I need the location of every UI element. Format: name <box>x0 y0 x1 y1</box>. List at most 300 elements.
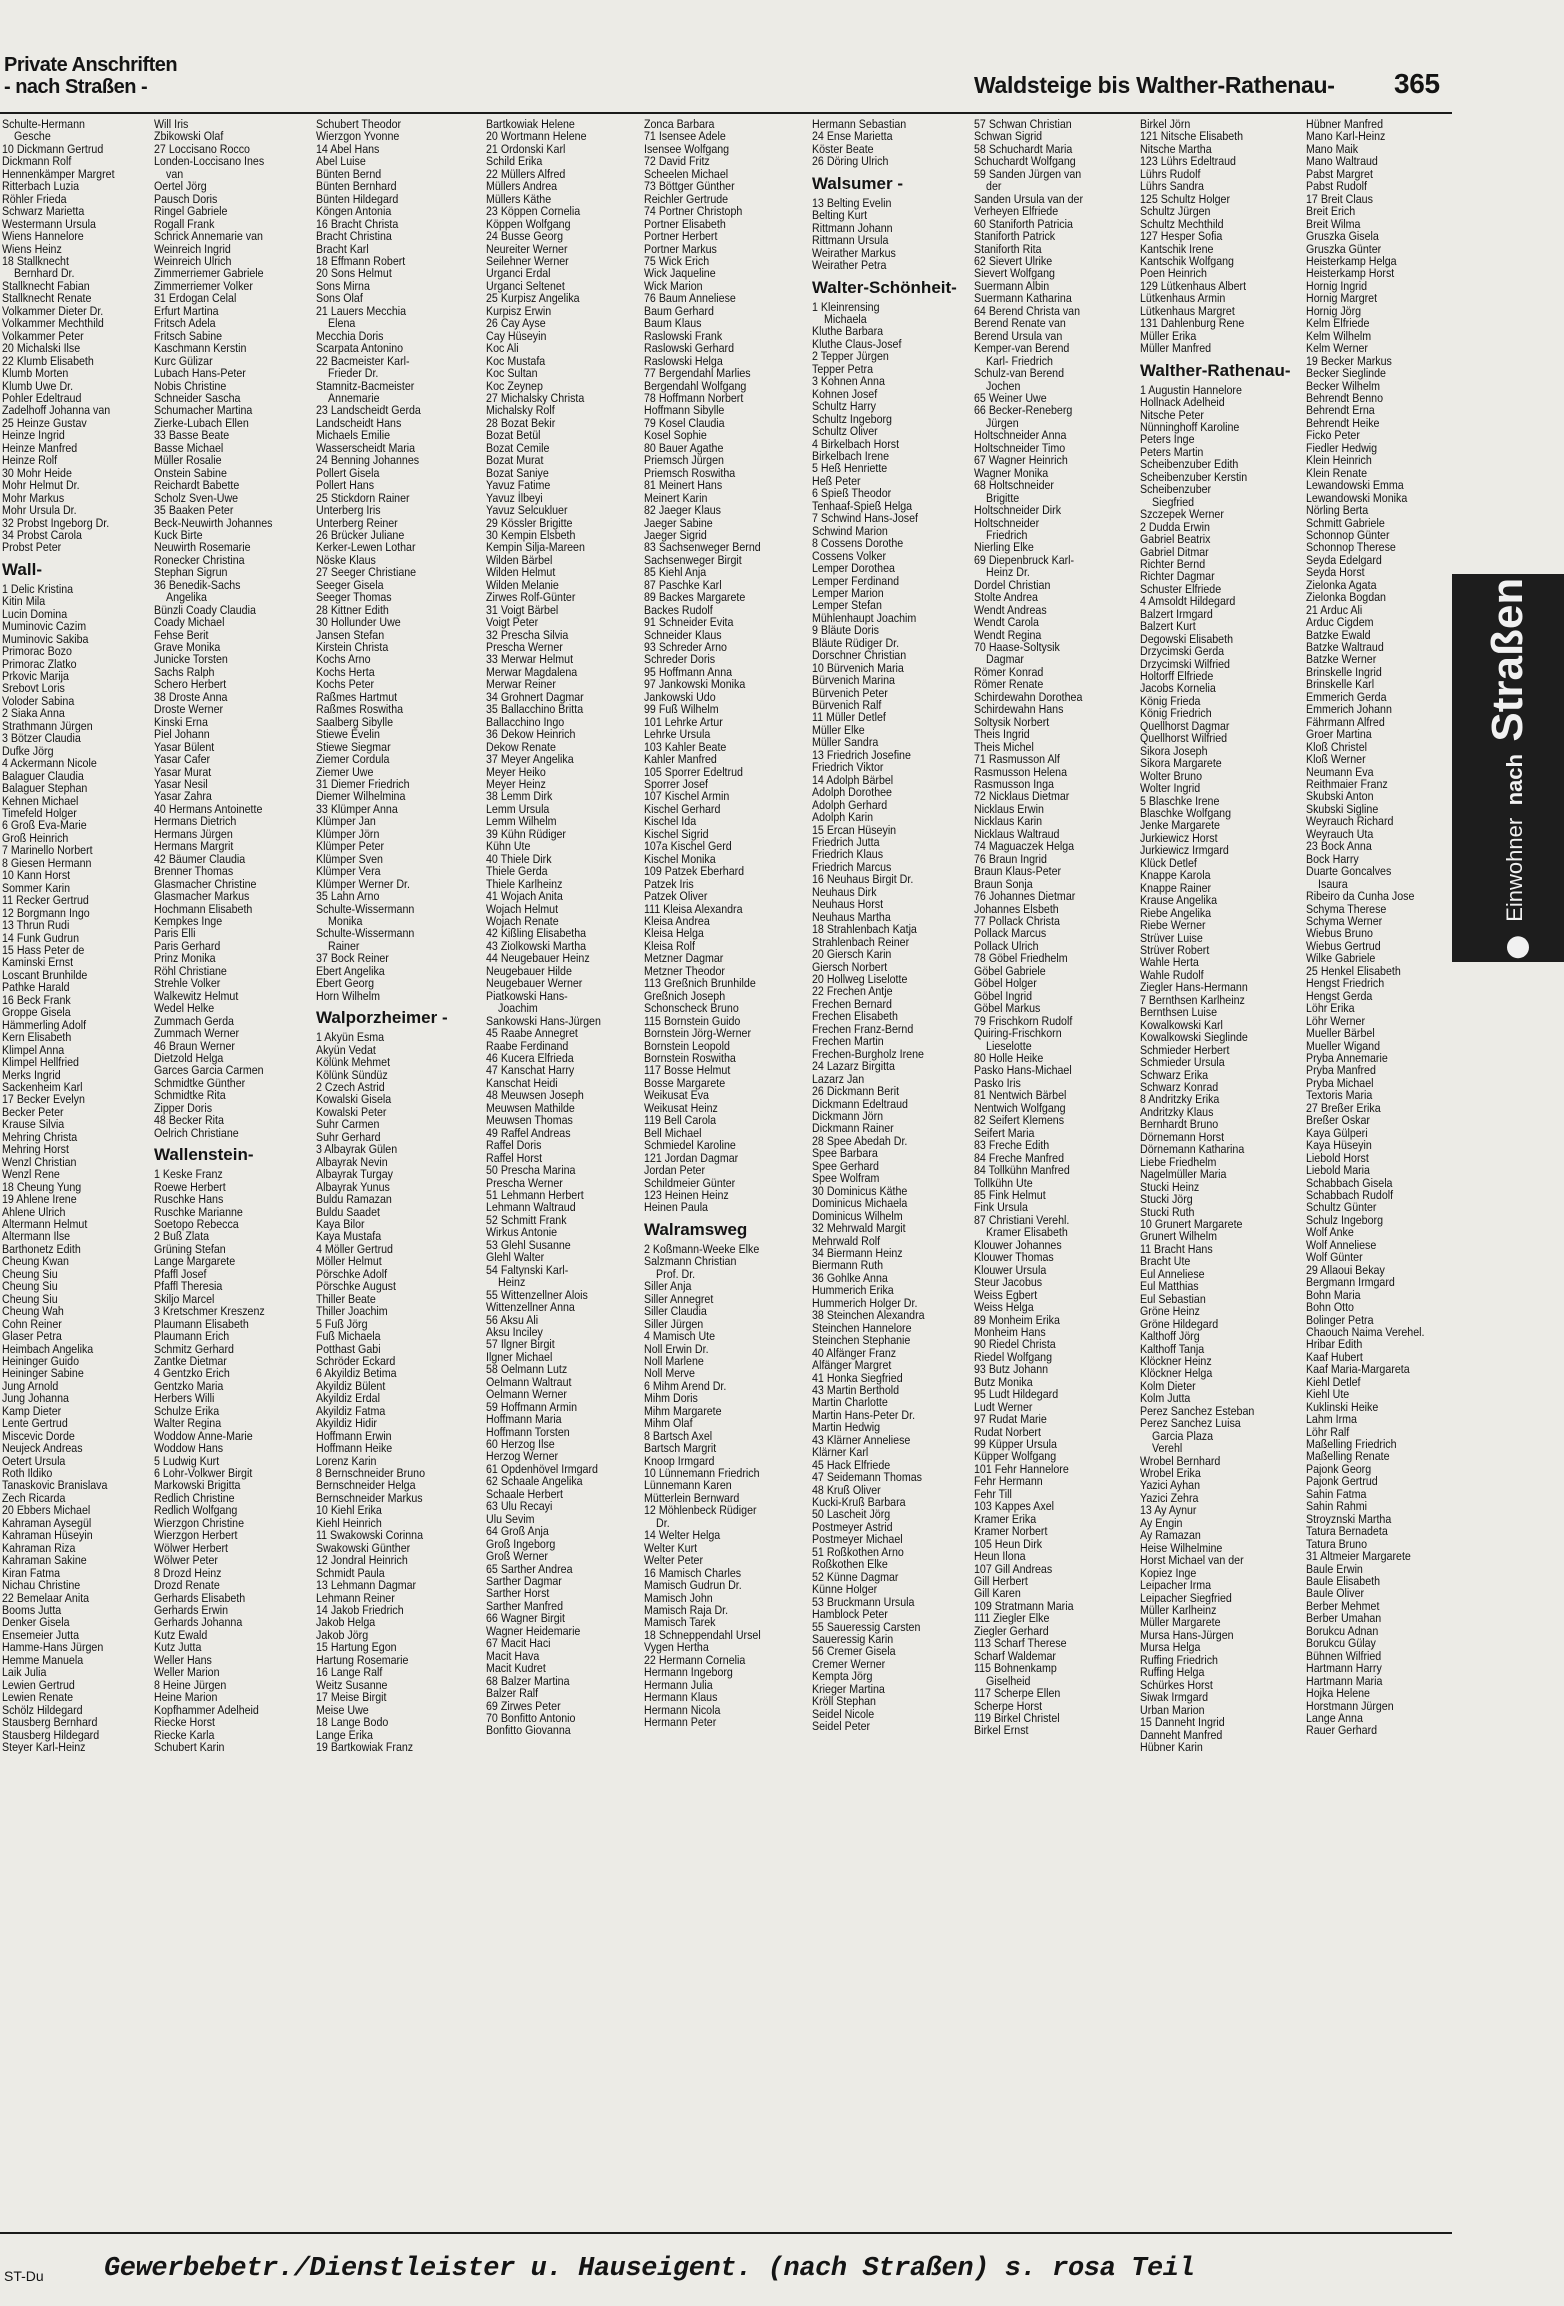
directory-entry: Pfaffl Theresia <box>154 1279 223 1294</box>
directory-entry: Urganci Erdal <box>486 266 551 281</box>
directory-entry: Hornig Ingrid <box>1306 278 1368 293</box>
directory-entry: 22 Klumb Elisabeth <box>2 353 94 368</box>
directory-entry: 48 Meuwsen Joseph <box>486 1088 584 1103</box>
directory-entry: 17 Breit Claus <box>1306 191 1373 206</box>
directory-entry: Raslowski Helga <box>644 353 723 368</box>
directory-entry: Schonscheck Bruno <box>644 1001 739 1016</box>
directory-entry: Weirather Petra <box>812 258 887 273</box>
directory-entry: Müller Manfred <box>1140 341 1212 356</box>
directory-column <box>1306 118 1478 2226</box>
directory-entry: Bozat Murat <box>486 453 544 468</box>
directory-entry: Erfurt Martina <box>154 303 219 318</box>
directory-entry: Kolm Jutta <box>1140 1391 1191 1406</box>
directory-entry: 2 Siaka Anna <box>2 706 65 721</box>
directory-entry: Kischel Sigrid <box>644 826 709 841</box>
directory-entry: Vygen Hertha <box>644 1640 709 1655</box>
directory-entry: Mihm Margarete <box>644 1403 722 1418</box>
directory-entry: 22 Frechen Antje <box>812 984 893 999</box>
directory-entry: 53 Glehl Susanne <box>486 1237 571 1252</box>
directory-entry: 5 Heß Henriette <box>812 461 888 476</box>
directory-entry: Butz Monika <box>974 1374 1033 1389</box>
directory-entry: 10 Dickmann Gertrud <box>2 141 104 156</box>
directory-entry: Kahraman Aysegül <box>2 1515 92 1530</box>
directory-entry: Quellhorst Dagmar <box>1140 718 1230 733</box>
directory-entry: Voigt Peter <box>486 615 539 630</box>
directory-entry: Mihm Olaf <box>644 1416 693 1431</box>
directory-entry: Maßelling Renate <box>1306 1449 1390 1464</box>
directory-entry: 11 Müller Detlef <box>812 710 886 725</box>
directory-entry: 42 Kißling Elisabetha <box>486 926 587 941</box>
directory-entry: Yavuz İlbeyi <box>486 490 543 505</box>
directory-entry: Suermann Katharina <box>974 291 1072 306</box>
directory-entry: Sackenheim Karl <box>2 1079 83 1094</box>
directory-entry: Köster Beate <box>812 141 874 156</box>
directory-entry: 18 Lange Bodo <box>316 1715 389 1730</box>
directory-entry: Raabe Ferdinand <box>486 1038 569 1053</box>
directory-entry: Berend Ursula van <box>974 328 1063 343</box>
footer-rule <box>0 2232 1452 2234</box>
directory-entry: Stiewe Siegmar <box>316 739 391 754</box>
directory-entry: 6 Mihm Arend Dr. <box>644 1378 727 1393</box>
directory-entry: Müller Karlheinz <box>1140 1603 1217 1618</box>
directory-entry: Srebovt Loris <box>2 681 65 696</box>
directory-entry: 2 Tepper Jürgen <box>812 349 889 364</box>
directory-entry: 18 Effmann Robert <box>316 253 406 268</box>
directory-entry: Pabst Margret <box>1306 166 1373 181</box>
directory-entry: Mamisch Raja Dr. <box>644 1603 729 1618</box>
directory-entry: Ay Engin <box>1140 1515 1183 1530</box>
directory-entry: 12 Möhlenbeck Rüdiger <box>644 1503 757 1518</box>
directory-entry: Grunert Wilhelm <box>1140 1229 1217 1244</box>
directory-entry: Spee Wolfram <box>812 1171 880 1186</box>
directory-entry: Müller Elke <box>812 722 865 737</box>
directory-entry: Hartung Rosemarie <box>316 1652 409 1667</box>
directory-entry: Bürvenich Marina <box>812 673 895 688</box>
directory-entry: Staniforth Patrick <box>974 229 1056 244</box>
directory-entry: Hermann Klaus <box>644 1690 718 1705</box>
directory-entry: 4 Gentzko Erich <box>154 1366 230 1381</box>
directory-entry: 1 Kleinrensing <box>812 299 880 314</box>
directory-entry: Yavuz Selcukluer <box>486 503 568 518</box>
directory-entry: Oelmann Waltraut <box>486 1374 572 1389</box>
directory-entry: Staniforth Rita <box>974 241 1042 256</box>
directory-entry: Saueressig Karin <box>812 1632 894 1647</box>
directory-entry: 97 Jankowski Monika <box>644 677 746 692</box>
directory-entry: Hermans Margrit <box>154 839 234 854</box>
directory-entry: 18 Stallknecht <box>2 253 69 268</box>
directory-entry: Degowski Elisabeth <box>1140 631 1234 646</box>
directory-entry: Schyma Werner <box>1306 914 1383 928</box>
directory-entry: Macit Hava <box>486 1648 540 1663</box>
directory-entry: Schwan Sigrid <box>974 129 1043 144</box>
directory-entry: Frechen Bernard <box>812 996 892 1011</box>
directory-entry: 16 Mamisch Charles <box>644 1565 742 1580</box>
directory-entry: Gill Herbert <box>974 1574 1028 1589</box>
directory-entry: 15 Ercan Hüseyin <box>812 822 897 837</box>
directory-entry: Kiran Fatma <box>2 1565 61 1580</box>
directory-entry: Prescha Werner <box>486 640 563 655</box>
directory-entry: Mamisch Tarek <box>644 1615 716 1630</box>
directory-entry: Löhr Werner <box>1306 1013 1366 1028</box>
directory-entry: Lazarz Jan <box>812 1071 865 1086</box>
directory-entry: 64 Groß Anja <box>486 1524 549 1539</box>
directory-entry: Wölwer Peter <box>154 1553 218 1568</box>
directory-entry: Zummach Werner <box>154 1026 240 1041</box>
directory-entry: 7 Schwind Hans-Josef <box>812 511 919 526</box>
directory-entry: Londen-Loccisano Ines <box>154 154 265 169</box>
directory-entry: 101 Lehrke Artur <box>644 714 723 729</box>
directory-entry: Bornstein Roswitha <box>644 1050 736 1065</box>
directory-entry: Chaouch Naima Verehel. <box>1306 1324 1425 1339</box>
directory-entry: Weller Marion <box>154 1665 220 1680</box>
directory-entry: 14 Welter Helga <box>644 1528 721 1543</box>
directory-entry: Nierling Elke <box>974 540 1034 555</box>
directory-entry: 2 Buß Zlata <box>154 1229 210 1244</box>
directory-entry: 43 Ziolkowski Martha <box>486 938 587 953</box>
directory-entry: Löhr Erika <box>1306 1001 1355 1016</box>
directory-entry: Seeger Thomas <box>316 590 392 605</box>
directory-entry: Cheung Wah <box>2 1304 64 1319</box>
directory-entry: 25 Heinze Gustav <box>2 415 87 430</box>
directory-entry: Pathke Harald <box>2 980 70 995</box>
directory-entry: 107 Kischel Armin <box>644 789 730 804</box>
directory-entry: Mehring Horst <box>2 1142 69 1157</box>
directory-entry: Redlich Wolfgang <box>154 1503 238 1518</box>
directory-entry: 113 Greßnich Brunhilde <box>644 976 756 991</box>
directory-entry: Skiljo Marcel <box>154 1291 215 1306</box>
directory-entry: Stallknecht Renate <box>2 291 92 306</box>
directory-entry: 10 Bürvenich Maria <box>812 660 904 675</box>
section-subtitle: - nach Straßen - <box>4 76 148 98</box>
directory-entry: Priemsch Roswitha <box>644 465 736 480</box>
directory-entry: Giselheid <box>986 1673 1031 1688</box>
directory-entry: Herbers Willi <box>154 1391 215 1406</box>
directory-entry: Friedrich Viktor <box>812 760 884 775</box>
directory-entry: Dr. <box>656 1515 670 1530</box>
directory-entry: Müller Erika <box>1140 328 1197 343</box>
directory-entry: Gruszka Günter <box>1306 241 1382 256</box>
directory-entry: Merwar Reiner <box>486 677 556 692</box>
directory-entry: 79 Kosel Claudia <box>644 415 725 430</box>
directory-entry: Kopiez Inge <box>1140 1565 1197 1580</box>
directory-entry: Kern Elisabeth <box>2 1030 72 1045</box>
directory-entry: Hermann Peter <box>644 1715 717 1730</box>
directory-entry: 36 Dekow Heinrich <box>486 727 576 742</box>
directory-entry: Riecke Karla <box>154 1727 215 1742</box>
directory-entry: Muminovic Sakiba <box>2 631 89 646</box>
directory-entry: Cremer Werner <box>812 1656 886 1671</box>
directory-entry: 27 Michalsky Christa <box>486 390 585 405</box>
directory-entry: 38 Droste Anna <box>154 689 228 704</box>
directory-entry: 47 Seidemann Thomas <box>812 1470 922 1485</box>
directory-entry: 65 Sarther Andrea <box>486 1561 573 1576</box>
directory-entry: Wiens Hannelore <box>2 229 84 244</box>
directory-entry: Frieder Dr. <box>328 366 379 381</box>
directory-entry: Dickmann Edeltraud <box>812 1096 908 1111</box>
directory-entry: Fiedler Hedwig <box>1306 440 1378 455</box>
directory-entry: 48 Kruß Oliver <box>812 1482 881 1497</box>
directory-entry: Koc Sultan <box>486 366 538 381</box>
directory-entry: Heininger Sabine <box>2 1366 84 1381</box>
directory-entry: Schürkes Horst <box>1140 1677 1213 1692</box>
directory-entry: Jurkiewicz Horst <box>1140 830 1218 845</box>
directory-entry: 2 Koßmann-Weeke Elke <box>644 1241 760 1256</box>
directory-entry: Schwarz Marietta <box>2 204 85 219</box>
directory-entry: Nagelmüller Maria <box>1140 1167 1227 1182</box>
directory-entry: Rauer Gerhard <box>1306 1723 1378 1738</box>
directory-entry: 70 Bonfitto Antonio <box>486 1711 576 1725</box>
directory-entry: Oetert Ursula <box>2 1453 66 1468</box>
directory-column <box>812 118 984 2226</box>
directory-entry: Stroyznski Martha <box>1306 1511 1392 1526</box>
directory-entry: Ziemer Cordula <box>316 752 390 767</box>
directory-entry: Wierzgon Christine <box>154 1515 245 1530</box>
directory-entry: 22 Hermann Cornelia <box>644 1652 746 1667</box>
directory-entry: Liebold Maria <box>1306 1163 1370 1178</box>
directory-entry: 65 Weiner Uwe <box>974 390 1047 405</box>
directory-entry: Klöckner Heinz <box>1140 1353 1212 1368</box>
directory-entry: 18 Cheung Yung <box>2 1179 82 1194</box>
directory-entry: König Frieda <box>1140 693 1201 708</box>
directory-entry: Seidel Nicole <box>812 1706 875 1721</box>
directory-entry: Grave Monika <box>154 640 221 655</box>
directory-entry: 117 Scherpe Ellen <box>974 1686 1061 1701</box>
directory-entry: Metzner Theodor <box>644 963 725 978</box>
directory-entry: Wilke Gabriele <box>1306 951 1376 966</box>
directory-entry: 70 Haase-Soltysik <box>974 640 1060 655</box>
directory-entry: Wolter Bruno <box>1140 768 1203 783</box>
directory-entry: 4 Mamisch Ute <box>644 1329 716 1344</box>
directory-entry: 8 Bernschneider Bruno <box>316 1466 426 1481</box>
directory-entry: Coady Michael <box>154 615 225 630</box>
directory-entry: 51 Roßkothen Arno <box>812 1544 904 1559</box>
directory-entry: 5 Fuß Jörg <box>316 1316 368 1331</box>
footer-code: ST-Du <box>4 2268 44 2284</box>
directory-entry: Glehl Walter <box>486 1250 545 1265</box>
directory-entry: Onstein Sabine <box>154 465 227 480</box>
directory-entry: Hummerich Holger Dr. <box>812 1295 918 1310</box>
directory-entry: Friedrich Marcus <box>812 859 892 874</box>
directory-entry: Becker Sieglinde <box>1306 366 1386 381</box>
directory-entry: 40 Hermans Antoinette <box>154 801 263 816</box>
directory-entry: Prkovic Marija <box>2 669 69 684</box>
directory-entry: Raslowski Gerhard <box>644 341 735 356</box>
directory-entry: Pabst Rudolf <box>1306 179 1368 194</box>
directory-entry: Schulze Erika <box>154 1403 220 1418</box>
directory-entry: Neumann Eva <box>1306 764 1374 779</box>
directory-entry: Hengst Friedrich <box>1306 976 1385 991</box>
directory-entry: Zbikowski Olaf <box>154 129 224 144</box>
directory-entry: 75 Wick Erich <box>644 253 710 268</box>
directory-entry: 27 Loccisano Rocco <box>154 141 250 156</box>
directory-entry: Lange Erika <box>316 1727 373 1742</box>
directory-entry: Hribar Edith <box>1306 1337 1363 1352</box>
directory-entry: Hoffmann Heike <box>316 1441 393 1456</box>
directory-entry: 9 Bläute Doris <box>812 623 879 638</box>
directory-entry: Siegfried <box>1152 494 1195 509</box>
directory-entry: Suermann Albin <box>974 278 1050 293</box>
directory-entry: Behrendt Benno <box>1306 390 1384 405</box>
directory-entry: Ebert Georg <box>316 976 375 991</box>
directory-entry: 87 Paschke Karl <box>644 577 722 592</box>
directory-entry: 29 Kössler Brigitte <box>486 515 573 530</box>
directory-entry: 23 Landscheidt Gerda <box>316 403 421 418</box>
directory-entry: Perez Sanchez Esteban <box>1140 1403 1255 1418</box>
directory-entry: Heinz <box>498 1275 526 1290</box>
directory-entry: 69 Zirwes Peter <box>486 1698 561 1713</box>
directory-entry: Bünten Hildegard <box>316 191 399 206</box>
directory-entry: Balaguer Stephan <box>2 781 88 796</box>
directory-entry: Theis Michel <box>974 739 1034 754</box>
directory-entry: Kanschat Heidi <box>486 1075 558 1090</box>
directory-entry: Martin Hedwig <box>812 1420 881 1435</box>
directory-entry: Frechen Franz-Bernd <box>812 1021 914 1036</box>
directory-entry: Kemper-van Berend <box>974 341 1070 356</box>
directory-entry: Bozat Betül <box>486 428 541 443</box>
directory-entry: Aksu Inciley <box>486 1324 543 1339</box>
directory-entry: 21 Ordonski Karl <box>486 141 566 156</box>
directory-entry: Welter Kurt <box>644 1540 698 1555</box>
directory-entry: Pollack Marcus <box>974 926 1047 941</box>
directory-entry: Postmeyer Michael <box>812 1532 903 1547</box>
directory-entry: Schultz Oliver <box>812 424 878 439</box>
directory-entry: 2 Dudda Erwin <box>1140 519 1210 534</box>
directory-entry: Bolinger Petra <box>1306 1312 1374 1327</box>
directory-entry: Volkammer Dieter Dr. <box>2 303 104 318</box>
directory-entry: Rainer <box>328 938 360 953</box>
directory-entry: Leipacher Siegfried <box>1140 1590 1232 1605</box>
directory-entry: 13 Thrun Rudi <box>2 918 70 933</box>
directory-entry: Ziemer Uwe <box>316 764 374 779</box>
directory-entry: Fährmann Alfred <box>1306 714 1385 729</box>
directory-entry: Markowski Brigitta <box>154 1478 241 1493</box>
directory-entry: Stausberg Bernhard <box>2 1715 98 1730</box>
directory-entry: 109 Patzek Eberhard <box>644 864 745 879</box>
directory-entry: Kolm Dieter <box>1140 1378 1196 1393</box>
directory-entry: 78 Hoffmann Norbert <box>644 390 744 405</box>
directory-entry: Ziegler Gerhard <box>974 1623 1049 1638</box>
directory-entry: 1 Akyün Esma <box>316 1030 385 1045</box>
directory-entry: 6 Groß Eva-Marie <box>2 818 87 833</box>
section-tab[interactable] <box>1452 574 1564 962</box>
directory-entry: Grüning Stefan <box>154 1241 226 1256</box>
directory-entry: Seyda Edelgard <box>1306 552 1382 567</box>
directory-entry: Gröne Heinz <box>1140 1304 1200 1319</box>
directory-entry: Wolter Ingrid <box>1140 781 1201 796</box>
directory-entry: Neureiter Werner <box>486 241 568 256</box>
directory-entry: Theis Ingrid <box>974 727 1030 742</box>
directory-entry: Richter Bernd <box>1140 556 1206 571</box>
directory-entry: Schuchardt Wolfgang <box>974 154 1076 169</box>
directory-entry: Bosse Margarete <box>644 1075 726 1090</box>
directory-entry: Becker Peter <box>2 1104 64 1119</box>
directory-entry: 25 Kurpisz Angelika <box>486 291 580 306</box>
directory-entry: Gruszka Gisela <box>1306 229 1379 244</box>
directory-entry: Pryba Annemarie <box>1306 1050 1388 1065</box>
directory-entry: 57 Schwan Christian <box>974 118 1072 131</box>
directory-entry: Breit Erich <box>1306 204 1356 219</box>
directory-entry: Sachs Ralph <box>154 664 215 679</box>
directory-entry: Poen Heinrich <box>1140 266 1207 281</box>
directory-entry: Yasar Bülent <box>154 739 215 754</box>
directory-entry: Göbel Holger <box>974 976 1037 991</box>
directory-entry: 30 Kempin Elsbeth <box>486 527 576 542</box>
directory-entry: Bracht Christina <box>316 229 392 244</box>
directory-entry: Schabbach Gisela <box>1306 1175 1393 1190</box>
directory-entry: Roth Ildiko <box>2 1466 53 1481</box>
directory-entry: Gerhards Erwin <box>154 1603 229 1618</box>
directory-entry: Gröne Hildegard <box>1140 1316 1219 1331</box>
directory-columns <box>0 118 1452 2226</box>
directory-entry: Diemer Wilhelmina <box>316 789 406 804</box>
directory-entry: Schultz Harry <box>812 399 876 414</box>
directory-entry: 13 Ay Aynur <box>1140 1503 1197 1518</box>
directory-entry: Pajonk Gertrud <box>1306 1474 1378 1489</box>
directory-entry: 10 Lünnemann Friedrich <box>644 1466 760 1481</box>
directory-entry: Mohr Markus <box>2 490 65 505</box>
directory-entry: Gentzko Maria <box>154 1378 224 1393</box>
directory-entry: 54 Faltynski Karl- <box>486 1262 569 1277</box>
directory-entry: Saalberg Sibylle <box>316 714 394 729</box>
directory-entry: 61 Opdenhövel Irmgard <box>486 1461 598 1476</box>
directory-entry: Schero Herbert <box>154 677 227 692</box>
directory-entry: 11 Swakowski Corinna <box>316 1528 424 1543</box>
directory-entry: Emmerich Johann <box>1306 702 1392 717</box>
directory-entry: Jung Arnold <box>2 1378 59 1393</box>
directory-entry: Schmidtke Günther <box>154 1075 246 1090</box>
directory-entry: Ficko Peter <box>1306 428 1360 443</box>
directory-entry: Schultz Jürgen <box>1140 204 1211 219</box>
directory-entry: Kempkes Inge <box>154 914 223 928</box>
directory-entry: 95 Ludt Hildegard <box>974 1387 1059 1402</box>
directory-entry: Klümper Jörn <box>316 826 380 841</box>
directory-entry: Klöckner Helga <box>1140 1366 1213 1381</box>
directory-entry: Strathmann Jürgen <box>2 718 93 733</box>
directory-entry: Jaeger Sabine <box>644 515 713 530</box>
directory-entry: Frechen Martin <box>812 1034 884 1049</box>
directory-entry: 99 Fuß Wilhelm <box>644 702 719 717</box>
directory-entry: Hoffmann Maria <box>486 1412 562 1427</box>
directory-column <box>1140 118 1312 2226</box>
directory-entry: Kaya Hüseyin <box>1306 1138 1372 1153</box>
directory-entry: Piel Johann <box>154 727 210 742</box>
directory-entry: Kleisa Rolf <box>644 938 695 953</box>
directory-entry: Mueller Wigand <box>1306 1038 1381 1053</box>
directory-entry: Krause Angelika <box>1140 893 1218 908</box>
directory-entry: Peters Inge <box>1140 432 1195 447</box>
directory-entry: Lemper Stefan <box>812 598 882 613</box>
directory-entry: Balzert Kurt <box>1140 619 1196 634</box>
directory-entry: Heinz Dr. <box>986 565 1030 580</box>
directory-entry: 87 Christiani Verehl. <box>974 1212 1070 1227</box>
directory-entry: Göbel Gabriele <box>974 963 1046 978</box>
directory-entry: Portner Markus <box>644 241 717 256</box>
page-number: 365 <box>1394 68 1440 99</box>
street-heading: Walther-Rathenau- <box>1140 360 1291 380</box>
directory-entry: Kalthoff Jörg <box>1140 1329 1200 1344</box>
directory-entry: Künne Holger <box>812 1582 878 1597</box>
directory-entry: Siller Annegret <box>644 1291 714 1306</box>
directory-entry: 58 Oelmann Lutz <box>486 1362 568 1377</box>
directory-entry: 31 Voigt Bärbel <box>486 602 559 617</box>
directory-entry: Sikora Joseph <box>1140 743 1208 758</box>
directory-entry: Adolph Karin <box>812 810 874 825</box>
directory-entry: Hermans Jürgen <box>154 826 233 841</box>
directory-entry: Andritzky Klaus <box>1140 1104 1214 1119</box>
directory-entry: Küpper Wolfgang <box>974 1449 1057 1464</box>
directory-entry: Hollnack Adelheid <box>1140 395 1225 410</box>
directory-entry: Hengst Gerda <box>1306 988 1373 1003</box>
